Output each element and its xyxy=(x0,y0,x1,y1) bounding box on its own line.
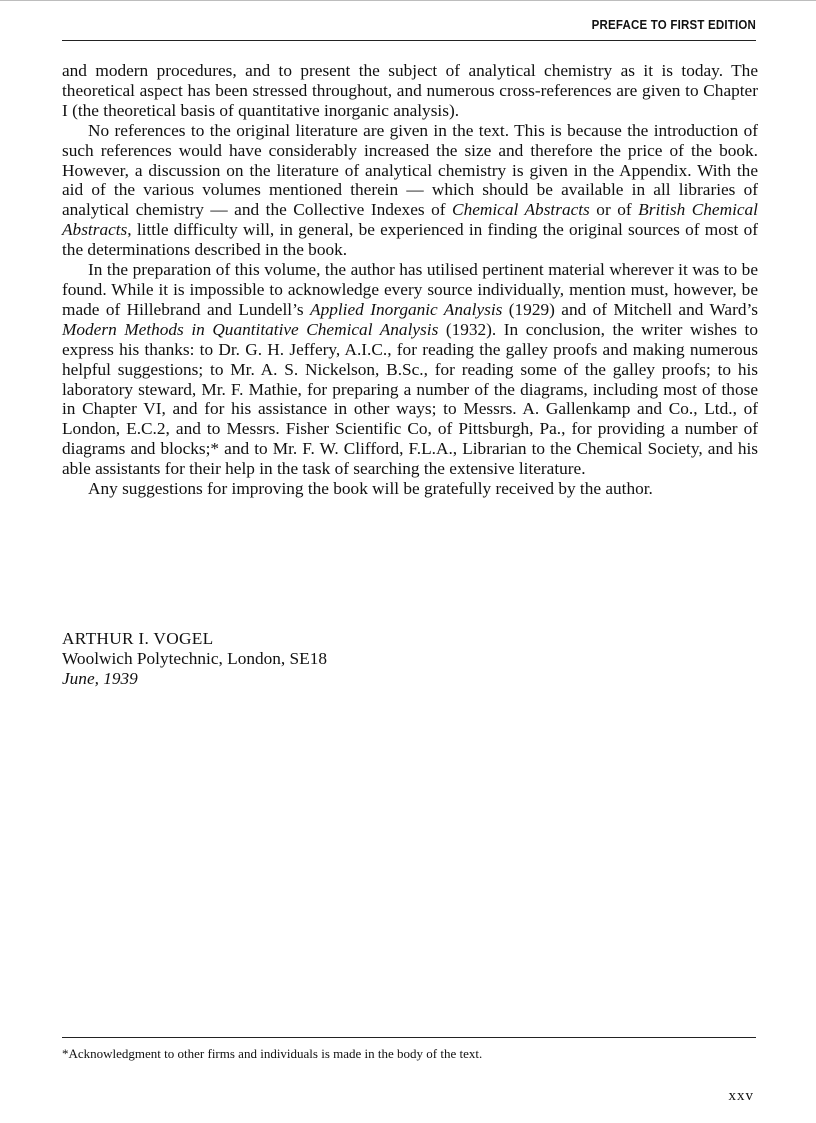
page-number: xxv xyxy=(728,1088,754,1104)
paragraph-3-italic-1: Applied Inorganic Analysis xyxy=(310,299,503,319)
paragraph-3-text-b: (1929) and of Mitchell and Ward’s xyxy=(502,299,758,319)
paragraph-2 xyxy=(62,121,758,260)
paragraph-2-text-b: or of xyxy=(589,200,639,220)
paragraph-4: Any suggestions for improving the book will be gratefully received by the author. xyxy=(88,479,653,499)
paragraph-2-italic-1: Chemical Abstracts xyxy=(452,200,590,220)
paragraph-3-italic-2: Modern Methods in Quantitative Chemical Analysis xyxy=(62,319,439,339)
header-rule xyxy=(62,40,756,41)
paragraph-2-italic-2: British Chemical Abstracts xyxy=(62,200,758,240)
author-name: ARTHUR I. VOGEL xyxy=(62,629,214,648)
paragraph-3 xyxy=(62,260,758,479)
signature-block xyxy=(62,629,327,690)
footnote-rule xyxy=(62,1037,756,1038)
paragraph-2-text-a: No references to the original literature are given in the text. This is because the introduction of such references would have considerably increased the size and therefore the price of the book. However, a discussion on the literature of analytical chemistry is given in the Appendix. With the aid of the various volumes mentioned therein — which should be available in all libraries of analytical chemistry — and the Collective Indexes of xyxy=(62,120,758,220)
body-text xyxy=(62,61,758,499)
running-head: PREFACE TO FIRST EDITION xyxy=(591,19,756,33)
paragraph-3-text-a: In the preparation of this volume, the author has utilised pertinent material wherever it was to be found. While it is impossible to acknowledge every source individually, mention must, however, be made of Hillebrand and Lundell’s xyxy=(62,260,758,319)
page-top-border xyxy=(0,0,816,1)
paragraph-3-text-c: (1932). In conclusion, the writer wishes to express his thanks: to Dr. G. H. Jeffery, A.I.C., for reading the galley proofs and making numerous helpful suggestions; to Mr. A. S. Nickelson, B.Sc., for reading some of the galley proofs; to his laboratory steward, Mr. F. Mathie, for preparing a number of the diagrams, including most of those in Chapter VI, and for his assistance in other ways; to Messrs. A. Gallenkamp and Co., Ltd., of London, E.C.2, and to Messrs. Fisher Scientific Co, of Pittsburgh, Pa., for providing a number of diagrams and blocks;* and to Mr. F. W. Clifford, F.L.A., Librarian to the Chemical Society, and his able assistants for their help in the task of searching the extensive literature. xyxy=(62,319,758,479)
paragraph-1: and modern procedures, and to present the subject of analytical chemistry as it is today. The theoretical aspect has been stressed throughout, and numerous cross-references are given to Chapter I (the theoretical basis of quantitative inorganic analysis). xyxy=(62,61,758,120)
author-affiliation: Woolwich Polytechnic, London, SE18 xyxy=(62,649,327,669)
paragraph-2-text-c: , little difficulty will, in general, be experienced in finding the original sources of most of the determinations described in the book. xyxy=(62,220,758,260)
signature-date: June, 1939 xyxy=(62,669,138,689)
footnote: *Acknowledgment to other firms and individuals is made in the body of the text. xyxy=(62,1046,483,1061)
